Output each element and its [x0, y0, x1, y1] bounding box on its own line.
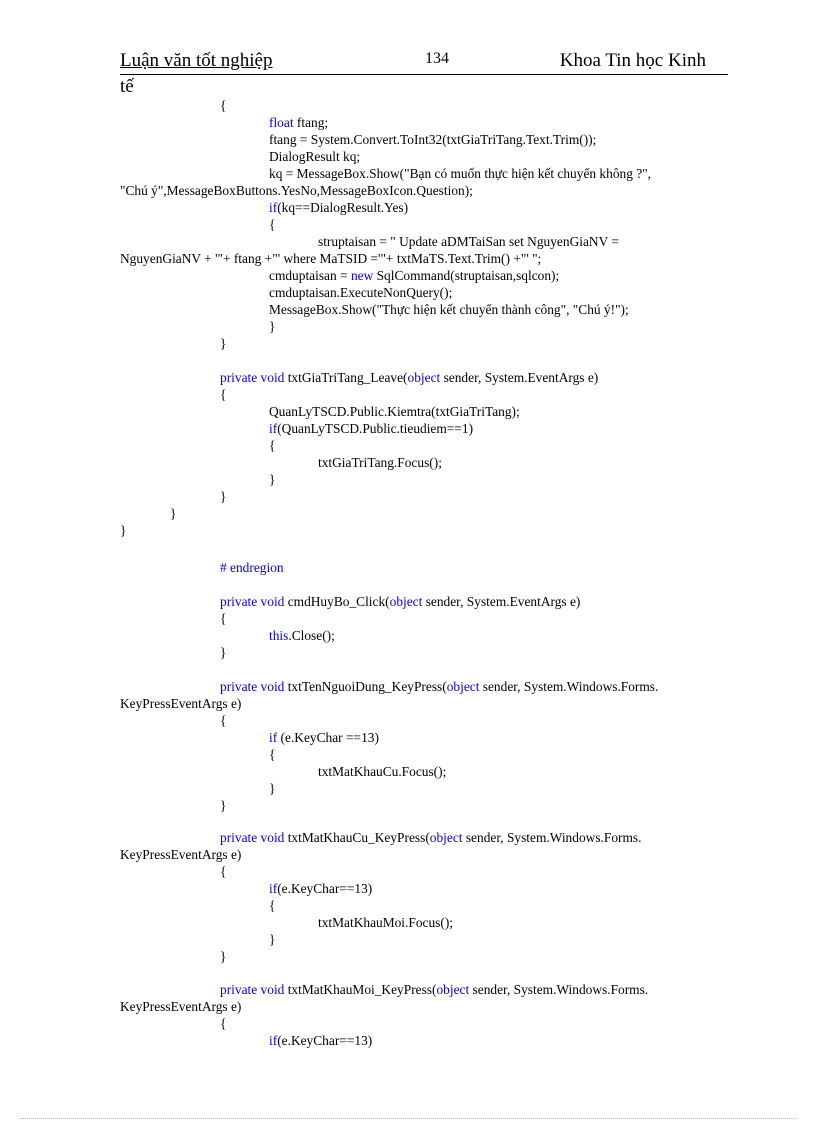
- code-text: {: [220, 864, 227, 879]
- code-keyword: private: [220, 830, 258, 845]
- code-text: KeyPressEventArgs e): [120, 999, 242, 1014]
- code-line: [269, 780, 275, 797]
- code-line: [269, 318, 275, 335]
- code-text: }: [220, 645, 227, 660]
- code-line: [120, 522, 126, 539]
- code-keyword: private: [220, 370, 258, 385]
- code-text: sender, System.Windows.Forms.: [462, 830, 642, 845]
- code-text: {: [220, 611, 227, 626]
- code-text: sender, System.EventArgs e): [440, 370, 599, 385]
- code-line: [220, 386, 226, 403]
- code-keyword: if: [269, 200, 278, 215]
- code-text: (e.KeyChar==13): [277, 1033, 373, 1048]
- code-line: [120, 998, 241, 1015]
- code-line: [269, 471, 275, 488]
- code-text: txtMatKhauCu_KeyPress(: [284, 830, 430, 845]
- code-line: [318, 763, 446, 780]
- code-line: [318, 233, 622, 250]
- code-text: }: [220, 949, 227, 964]
- code-line: [220, 863, 226, 880]
- code-text: txtTenNguoiDung_KeyPress(: [284, 679, 447, 694]
- code-text: txtMatKhauCu.Focus();: [318, 764, 447, 779]
- code-text: "Chú ý",MessageBoxButtons.YesNo,MessageBoxIcon.Question);: [120, 183, 473, 198]
- code-text: }: [220, 336, 227, 351]
- code-keyword: new: [350, 268, 374, 283]
- code-text: {: [220, 713, 227, 728]
- page-number: 134: [425, 50, 449, 67]
- code-text: {: [269, 217, 276, 232]
- code-keyword: if: [269, 730, 278, 745]
- code-line: [220, 335, 226, 352]
- code-text: cmduptaisan =: [269, 268, 351, 283]
- code-line: [120, 250, 541, 267]
- code-text: txtGiaTriTang.Focus();: [318, 455, 442, 470]
- code-keyword: private: [220, 679, 258, 694]
- code-text: cmdHuyBo_Click(: [284, 594, 390, 609]
- code-keyword: object: [429, 830, 463, 845]
- code-line: [269, 284, 452, 301]
- code-line: [269, 627, 335, 644]
- code-text: txtMatKhauMoi_KeyPress(: [284, 982, 437, 997]
- code-text: }: [269, 319, 276, 334]
- code-line: [120, 846, 241, 863]
- code-line: [269, 148, 360, 165]
- code-line: [318, 914, 453, 931]
- code-line: [318, 454, 442, 471]
- code-keyword: object: [446, 679, 480, 694]
- code-text: {: [220, 1016, 227, 1031]
- code-text: kq = MessageBox.Show("Bạn có muốn thực hiện kết chuyển không ?",: [269, 166, 652, 181]
- code-line: [220, 712, 226, 729]
- code-line: [269, 437, 275, 454]
- code-line: [220, 981, 648, 998]
- code-line: [269, 165, 651, 182]
- code-text: }: [269, 781, 276, 796]
- code-keyword: void: [260, 982, 285, 997]
- code-line: [269, 420, 473, 437]
- code-text: txtGiaTriTang_Leave(: [284, 370, 408, 385]
- header-continuation: tế: [120, 76, 134, 97]
- code-text: }: [220, 489, 227, 504]
- code-text: ftang = System.Convert.ToInt32(txtGiaTriTang.Text.Trim());: [269, 132, 597, 147]
- code-line: [120, 182, 473, 199]
- code-line: [170, 505, 176, 522]
- code-text: }: [120, 523, 127, 538]
- code-text: .Close();: [288, 628, 335, 643]
- code-keyword: private: [220, 594, 258, 609]
- page-bottom-border: [20, 1118, 796, 1119]
- code-keyword: object: [436, 982, 470, 997]
- code-keyword: void: [260, 679, 285, 694]
- code-line: [269, 880, 372, 897]
- code-text: (e.KeyChar ==13): [277, 730, 379, 745]
- code-text: QuanLyTSCD.Public.Kiemtra(txtGiaTriTang);: [269, 404, 520, 419]
- code-keyword: object: [407, 370, 441, 385]
- code-line: [269, 897, 275, 914]
- code-text: sender, System.Windows.Forms.: [469, 982, 649, 997]
- code-text: {: [269, 438, 276, 453]
- code-line: [220, 797, 226, 814]
- code-keyword: void: [260, 370, 285, 385]
- code-line: [220, 829, 641, 846]
- code-line: [220, 610, 226, 627]
- code-line: [269, 114, 328, 131]
- code-line: [120, 695, 241, 712]
- code-text: DialogResult kq;: [269, 149, 361, 164]
- code-line: [269, 199, 408, 216]
- code-text: cmduptaisan.ExecuteNonQuery();: [269, 285, 453, 300]
- code-keyword: float: [269, 115, 294, 130]
- code-keyword: if: [269, 421, 278, 436]
- code-line: [269, 1032, 372, 1049]
- code-text: {: [220, 98, 227, 113]
- code-line: [269, 746, 275, 763]
- code-text: }: [220, 798, 227, 813]
- code-text: {: [269, 747, 276, 762]
- code-line: [269, 403, 520, 420]
- code-line: [220, 948, 226, 965]
- code-text: }: [269, 472, 276, 487]
- code-line: [220, 1015, 226, 1032]
- code-line: [269, 267, 559, 284]
- code-keyword: if: [269, 881, 278, 896]
- code-keyword: void: [260, 594, 285, 609]
- code-text: (QuanLyTSCD.Public.tieudiem==1): [277, 421, 474, 436]
- code-line: [269, 131, 596, 148]
- code-line: [220, 488, 226, 505]
- code-keyword: # endregion: [220, 560, 284, 575]
- code-keyword: object: [389, 594, 423, 609]
- code-line: [220, 369, 598, 386]
- code-text: KeyPressEventArgs e): [120, 696, 242, 711]
- code-line: [220, 559, 284, 576]
- code-text: SqlCommand(struptaisan,sqlcon);: [373, 268, 560, 283]
- code-line: [220, 593, 580, 610]
- code-text: }: [170, 506, 177, 521]
- code-text: struptaisan = " Update aDMTaiSan set NguyenGiaNV =: [318, 234, 623, 249]
- code-line: [220, 97, 226, 114]
- page-header: [120, 50, 728, 75]
- header-faculty: Khoa Tin học Kinh: [559, 50, 706, 71]
- code-line: [220, 678, 658, 695]
- code-line: [269, 931, 275, 948]
- code-text: (e.KeyChar==13): [277, 881, 373, 896]
- code-text: {: [269, 898, 276, 913]
- code-text: txtMatKhauMoi.Focus();: [318, 915, 454, 930]
- code-line: [269, 729, 379, 746]
- code-text: (kq==DialogResult.Yes): [277, 200, 409, 215]
- code-keyword: void: [260, 830, 285, 845]
- code-text: sender, System.Windows.Forms.: [479, 679, 659, 694]
- code-text: NguyenGiaNV + '"+ ftang +"' where MaTSID ='"+ txtMaTS.Text.Trim() +"' ";: [120, 251, 542, 266]
- code-keyword: this: [269, 628, 289, 643]
- code-text: ftang;: [293, 115, 329, 130]
- code-keyword: private: [220, 982, 258, 997]
- header-thesis-title: Luận văn tốt nghiệp: [120, 50, 273, 71]
- code-line: [269, 216, 275, 233]
- code-text: MessageBox.Show("Thực hiện kết chuyển thành công", "Chú ý!");: [269, 302, 629, 317]
- code-text: {: [220, 387, 227, 402]
- code-text: sender, System.EventArgs e): [422, 594, 581, 609]
- code-line: [269, 301, 629, 318]
- code-keyword: if: [269, 1033, 278, 1048]
- code-text: }: [269, 932, 276, 947]
- code-text: KeyPressEventArgs e): [120, 847, 242, 862]
- code-line: [220, 644, 226, 661]
